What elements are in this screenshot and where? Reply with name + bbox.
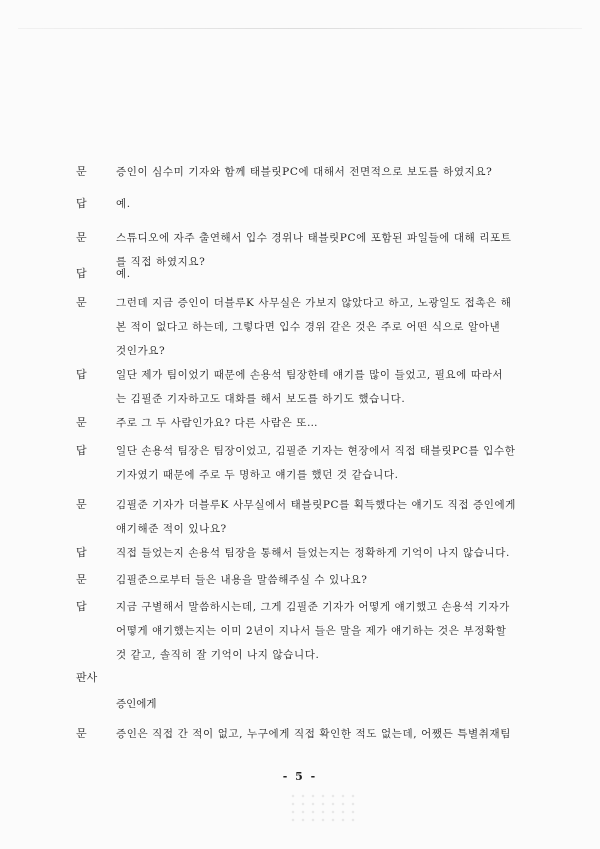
entry-text: 예. — [116, 198, 131, 210]
scan-speckle — [288, 792, 358, 822]
speaker-label: 문 — [76, 573, 88, 586]
entry-text: 증인이 심수미 기자와 함께 태블릿PC에 대해서 전면적으로 보도를 하였지요? — [116, 166, 493, 178]
entry-text: 김필준 기자가 더블루K 사무실에서 태블릿PC를 획득했다는 얘기도 직접 증인에게 얘기해준 적이 있나요? — [116, 499, 517, 535]
entry-text: 그런데 지금 증인이 더블루K 사무실은 가보지 않았다고 하고, 노광일도 접촉은 해 본 적이 없다고 하는데, 그렇다면 입수 경위 같은 것은 주로 어떤 식으로 알아낸 것인가요? — [116, 297, 512, 357]
speaker-label: 문 — [76, 231, 88, 244]
entry-text: 일단 제가 팀이었기 때문에 손용석 팀장한테 얘기를 많이 들었고, 필요에 따라서 는 김필준 기자하고도 대화를 해서 보도를 하기도 했습니다. — [116, 369, 504, 405]
entry-text: 증인은 직접 간 적이 없고, 누구에게 직접 확인한 적도 없는데, 어쨌든 특별취재팀 — [116, 728, 511, 740]
judge-label: 판사 — [76, 671, 98, 684]
entry-text: 예. — [116, 268, 131, 280]
speaker-label: 답 — [76, 600, 88, 613]
entry-text: 일단 손용석 팀장은 팀장이었고, 김필준 기자는 현장에서 직접 태블릿PC를 입수한 기자였기 때문에 주로 두 명하고 얘기를 했던 것 같습니다. — [116, 445, 516, 481]
speaker-label: 답 — [76, 444, 88, 457]
speaker-label: 답 — [76, 267, 88, 280]
speaker-label: 문 — [76, 498, 88, 511]
speaker-label: 답 — [76, 368, 88, 381]
page-number: - 5 - — [282, 770, 318, 783]
judge-addressee: 증인에게 — [116, 698, 157, 710]
entry-text: 주로 그 두 사람인가요? 다른 사람은 또… — [116, 417, 319, 429]
entry-text: 김필준으로부터 들은 내용을 말씀해주실 수 있나요? — [116, 574, 368, 586]
entry-text: 스튜디오에 자주 출연해서 입수 경위나 태블릿PC에 포함된 파일들에 대해 리포트 를 직접 하였지요? — [116, 232, 512, 268]
speaker-label: 답 — [76, 197, 88, 210]
speaker-label: 문 — [76, 165, 88, 178]
speaker-label: 문 — [76, 416, 88, 429]
scan-top-rule — [18, 28, 582, 29]
entry-text: 지금 구별해서 말씀하시는데, 그게 김필준 기자가 어떻게 얘기했고 손용석 기자가 어떻게 얘기했는지는 이미 2년이 지나서 들은 말을 제가 얘기하는 것은 부정확할 것 같고, 솔직히 잘 기억이 나지 않습니다. — [116, 601, 510, 661]
speaker-label: 문 — [76, 727, 88, 740]
speaker-label: 답 — [76, 546, 88, 559]
entry-text: 직접 들었는지 손용석 팀장을 통해서 들었는지는 정확하게 기억이 나지 않습니다. — [116, 547, 510, 559]
speaker-label: 문 — [76, 296, 88, 309]
